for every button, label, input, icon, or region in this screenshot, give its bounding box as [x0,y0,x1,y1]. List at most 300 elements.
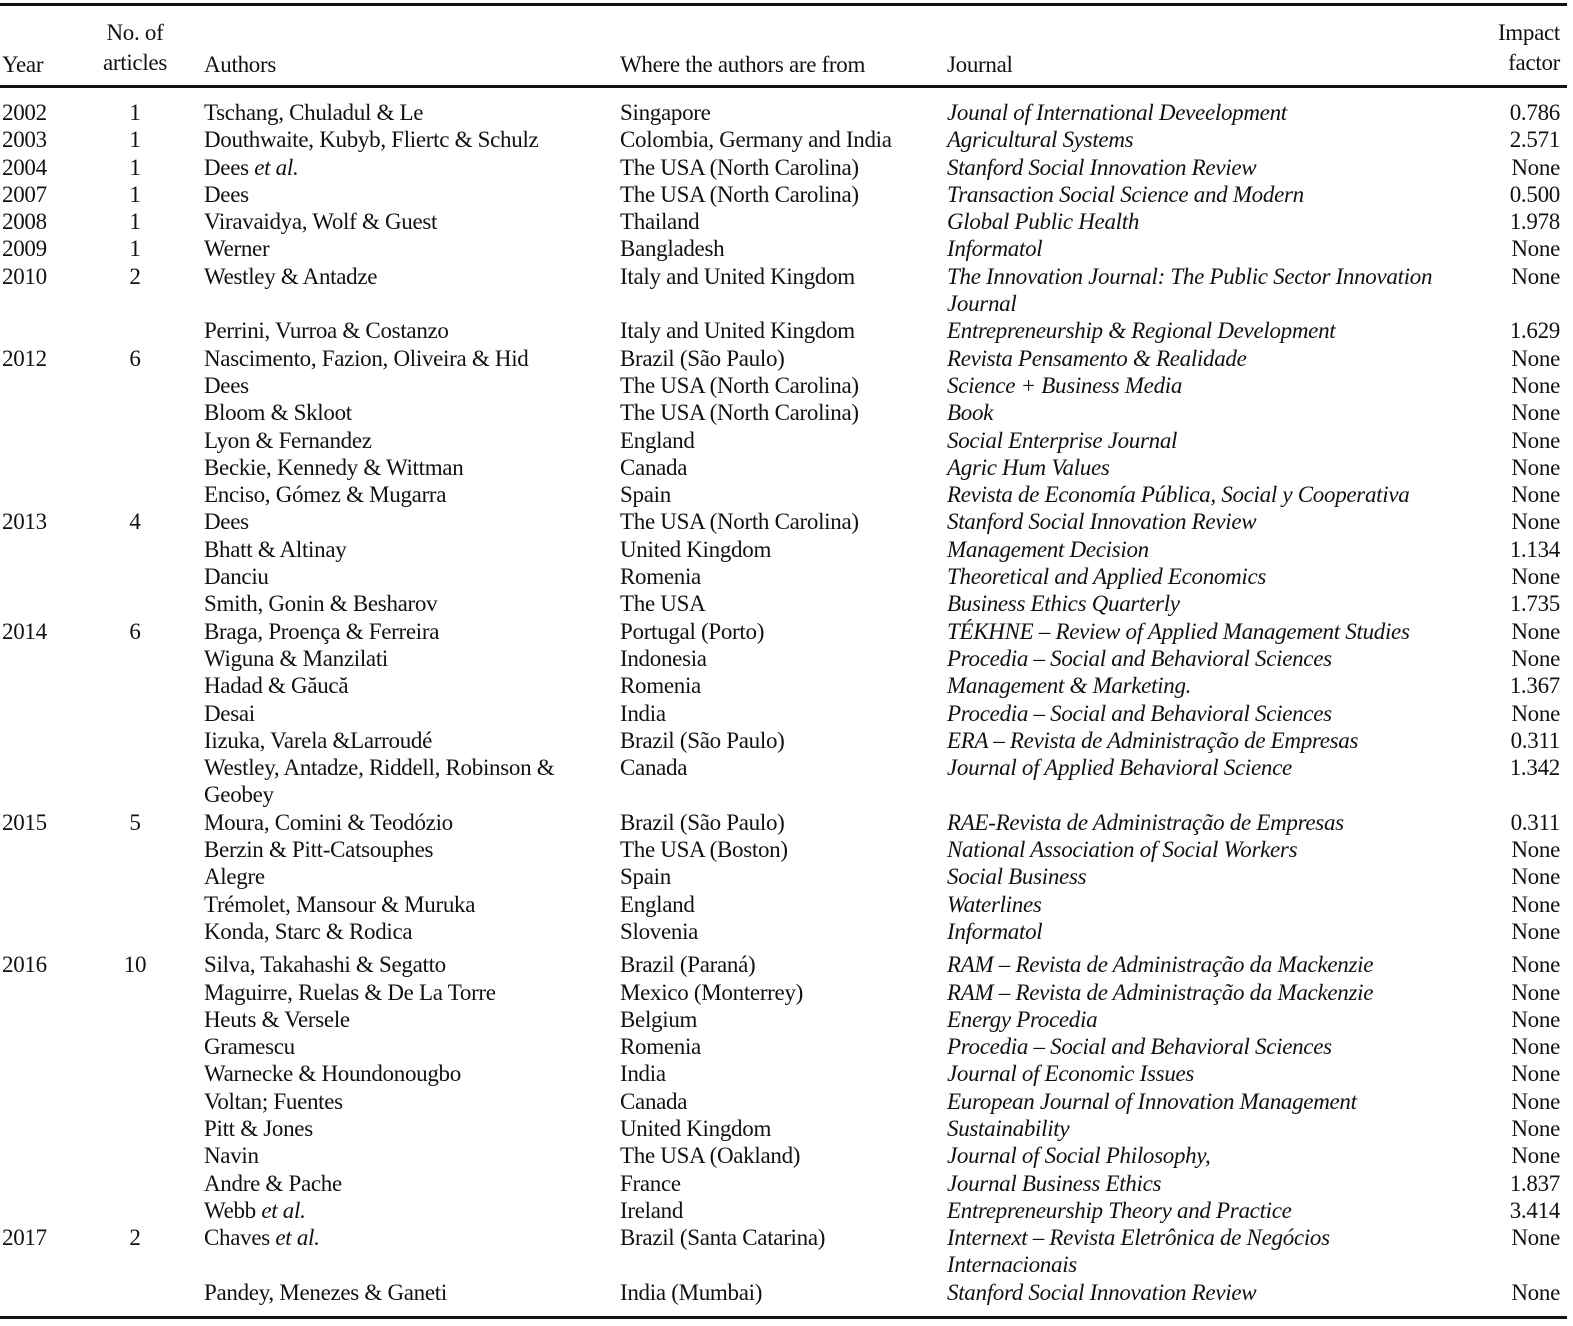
cell-year: 2016 [2,952,47,978]
header-impact [1482,16,1560,87]
authors-text: Andre & Pache [204,1170,342,1196]
table-row [0,945,1560,978]
cell-year [0,645,90,672]
cell-impact: None [1511,1088,1560,1114]
cell-from: England [620,891,695,917]
cell-year: 2010 [2,263,47,289]
cell-journal: Jounal of International Deveelopment [947,100,1287,125]
cell-authors [180,317,620,344]
table-row [0,1279,1560,1306]
authors-text: Bhatt & Altinay [204,536,347,562]
cell-from: United Kingdom [620,536,772,562]
authors-text: Viravaidya, Wolf & Guest [204,209,438,235]
cell-authors [180,1279,620,1306]
cell-year [0,563,90,590]
authors-text: Webb [204,1197,256,1223]
cell-authors [180,945,620,978]
cell-authors [180,563,620,590]
cell-authors [180,208,620,235]
cell-authors [180,508,620,535]
authors-text: Westley & Antadze [204,263,378,289]
cell-authors [180,918,620,945]
cell-authors [180,1115,620,1142]
cell-articles [90,481,180,508]
cell-from: The USA (North Carolina) [620,509,859,535]
cell-journal: Procedia – Social and Behavioral Sciences [947,645,1332,671]
cell-year: 2015 [2,809,47,835]
cell-from: The USA [620,591,706,617]
cell-from: Canada [620,1088,688,1114]
cell-journal: Informatol [947,918,1043,944]
cell-journal: Transaction Social Science and Modern [947,181,1304,207]
cell-authors [180,1142,620,1169]
cell-articles [90,536,180,563]
table-row [0,836,1560,863]
cell-articles [90,1033,180,1060]
cell-impact: None [1511,482,1560,508]
cell-year [0,1060,90,1087]
table-row [0,154,1560,181]
cell-articles [90,645,180,672]
cell-journal: Stanford Social Innovation Review [947,154,1257,180]
cell-journal: Management Decision [947,536,1149,562]
table-row [0,1115,1560,1142]
cell-journal: Journal of Applied Behavioral Science [947,755,1292,781]
cell-journal: Science + Business Media [947,372,1183,398]
cell-articles: 1 [129,209,141,235]
cell-from: Belgium [620,1006,698,1032]
authors-text: Danciu [204,564,269,590]
cell-impact: None [1511,952,1560,978]
cell-articles [90,1197,180,1224]
authors-text: Wiguna & Manzilati [204,645,389,671]
cell-articles: 1 [129,100,141,125]
cell-articles [90,590,180,617]
cell-impact: None [1511,618,1560,644]
cell-impact: 1.629 [1509,318,1560,344]
cell-year [0,863,90,890]
cell-authors [180,891,620,918]
table-row [0,645,1560,672]
header-authors: Authors [204,51,277,77]
cell-year [0,590,90,617]
cell-impact: None [1511,700,1560,726]
cell-impact: None [1511,1279,1560,1305]
cell-from: Indonesia [620,645,707,671]
authors-text: Douthwaite, Kubyb, Fliertc & Schulz [204,127,539,153]
cell-year: 2009 [2,236,47,262]
cell-impact: None [1511,864,1560,890]
cell-impact: None [1511,509,1560,535]
header-articles-line2: articles [102,50,167,75]
cell-impact: None [1511,918,1560,944]
cell-from: Portugal (Porto) [620,618,765,644]
table-row [0,208,1560,235]
cell-journal: Revista Pensamento & Realidade [947,345,1247,371]
cell-from: Brazil (São Paulo) [620,345,785,371]
table-row [0,563,1560,590]
cell-year [0,1279,90,1306]
cell-articles [90,754,180,809]
cell-journal: Agric Hum Values [947,454,1110,480]
cell-articles: 1 [129,154,141,180]
table-row [0,727,1560,754]
cell-journal: Agricultural Systems [947,127,1134,153]
authors-text: Gramescu [204,1034,295,1060]
cell-articles: 6 [129,345,141,371]
cell-articles [90,1279,180,1306]
cell-articles [90,1060,180,1087]
cell-impact: None [1511,454,1560,480]
cell-year [0,372,90,399]
cell-from: Romenia [620,564,701,590]
cell-articles: 4 [129,509,141,535]
cell-impact: None [1511,1225,1560,1251]
cell-from: Italy and United Kingdom [620,263,855,289]
authors-text: Braga, Proença & Ferreira [204,618,440,644]
cell-year [0,754,90,809]
cell-from: Brazil (São Paulo) [620,809,785,835]
authors-text: Warnecke & Houndonougbo [204,1061,461,1087]
cell-authors [180,1224,620,1279]
cell-articles: 5 [129,809,141,835]
cell-authors [180,590,620,617]
cell-impact: None [1511,236,1560,262]
cell-year [0,1115,90,1142]
table-row [0,317,1560,344]
cell-year [0,1170,90,1197]
authors-text: Hadad & Găucă [204,673,349,699]
table-row [0,809,1560,836]
table-row [0,1060,1560,1087]
table-row [0,481,1560,508]
cell-impact: None [1511,645,1560,671]
cell-from: Brazil (São Paulo) [620,727,785,753]
cell-journal: Internext – Revista Eletrônica de Negócios Internacionais [947,1225,1330,1278]
cell-articles: 10 [123,952,147,978]
cell-impact: 1.134 [1509,536,1560,562]
cell-year [0,481,90,508]
cell-journal: Stanford Social Innovation Review [947,1279,1257,1305]
table-row [0,1170,1560,1197]
cell-authors [180,372,620,399]
cell-journal: Energy Procedia [947,1006,1098,1032]
cell-impact: None [1511,1061,1560,1087]
header-impact-line2: factor [1508,50,1560,75]
table-row [0,1033,1560,1060]
cell-articles [90,918,180,945]
cell-articles: 1 [129,181,141,207]
cell-from: Brazil (Paraná) [620,952,756,978]
authors-text: Alegre [204,864,265,890]
cell-journal: Social Business [947,864,1087,890]
header-year: Year [2,51,44,77]
cell-articles: 1 [129,236,141,262]
authors-text: Pandey, Menezes & Ganeti [204,1279,447,1305]
authors-text: Moura, Comini & Teodózio [204,809,453,835]
cell-impact: None [1511,427,1560,453]
cell-impact: None [1511,263,1560,289]
table-row [0,979,1560,1006]
cell-from: England [620,427,695,453]
cell-year: 2013 [2,509,47,535]
cell-journal: The Innovation Journal: The Public Sector Innovation Journal [947,263,1433,317]
authors-text: Desai [204,700,255,726]
cell-impact: None [1511,891,1560,917]
cell-authors [180,536,620,563]
authors-text: Heuts & Versele [204,1006,350,1032]
cell-impact: 0.311 [1510,727,1560,753]
table-row [0,863,1560,890]
cell-articles [90,317,180,344]
cell-year: 2017 [2,1225,47,1251]
cell-from: The USA (North Carolina) [620,400,859,426]
cell-from: Romenia [620,673,701,699]
table-row [0,345,1560,372]
cell-articles: 2 [129,1225,141,1251]
authors-text: Navin [204,1143,259,1169]
cell-journal: Journal of Social Philosophy, [947,1143,1211,1169]
cell-journal: TÉKHNE – Review of Applied Management Studies [947,618,1410,644]
authors-text: Pitt & Jones [204,1115,313,1141]
cell-impact: None [1511,837,1560,863]
table-row [0,754,1560,809]
cell-impact: None [1511,1115,1560,1141]
authors-text: Dees [204,509,249,535]
cell-year [0,727,90,754]
header-from: Where the authors are from [620,51,866,77]
cell-authors [180,235,620,262]
bottom-rule [0,1316,1567,1319]
cell-articles [90,863,180,890]
cell-articles [90,1170,180,1197]
cell-year: 2002 [2,100,47,125]
cell-authors [180,1197,620,1224]
authors-et-al: et al. [261,1197,306,1223]
cell-articles: 1 [129,127,141,153]
authors-text: Bloom & Skloot [204,400,352,426]
cell-from: The USA (Boston) [620,837,788,863]
cell-year [0,1197,90,1224]
cell-year [0,891,90,918]
cell-from: The USA (North Carolina) [620,372,859,398]
cell-authors [180,399,620,426]
cell-authors [180,809,620,836]
cell-journal: National Association of Social Workers [947,837,1298,863]
table-row [0,1224,1560,1279]
cell-from: The USA (North Carolina) [620,154,859,180]
cell-impact: 1.978 [1509,209,1560,235]
authors-text: Silva, Takahashi & Segatto [204,952,446,978]
cell-authors [180,1006,620,1033]
cell-journal: Procedia – Social and Behavioral Sciences [947,1034,1332,1060]
table-row [0,87,1560,126]
header-articles [90,16,180,87]
authors-text: Maguirre, Ruelas & De La Torre [204,979,496,1005]
cell-authors [180,836,620,863]
cell-authors [180,1170,620,1197]
cell-from: Italy and United Kingdom [620,318,855,344]
cell-year [0,317,90,344]
table-row [0,590,1560,617]
cell-journal: RAM – Revista de Administração da Mackenzie [947,952,1374,978]
header-articles-line1: No. of [106,20,164,45]
cell-from: Slovenia [620,918,699,944]
cell-authors [180,645,620,672]
cell-impact: 0.500 [1509,181,1560,207]
cell-articles [90,427,180,454]
cell-articles [90,700,180,727]
cell-year: 2014 [2,618,47,644]
cell-from: Ireland [620,1197,684,1223]
cell-journal: ERA – Revista de Administração de Empresas [947,727,1359,753]
cell-authors [180,154,620,181]
cell-impact: None [1511,979,1560,1005]
cell-journal: Journal of Economic Issues [947,1061,1195,1087]
cell-impact: 0.311 [1510,809,1560,835]
table-row [0,1006,1560,1033]
articles-table [0,16,1560,1306]
cell-articles [90,1142,180,1169]
cell-from: Romenia [620,1034,701,1060]
cell-journal: Revista de Economía Pública, Social y Cooperativa [947,482,1410,508]
cell-journal: Business Ethics Quarterly [947,591,1180,617]
authors-text: Chaves [204,1225,270,1251]
cell-authors [180,481,620,508]
authors-text: Enciso, Gómez & Mugarra [204,482,447,508]
authors-text: Beckie, Kennedy & Wittman [204,454,464,480]
authors-text: Nascimento, Fazion, Oliveira & Hid [204,345,529,371]
cell-year: 2007 [2,181,47,207]
table-row [0,454,1560,481]
cell-year [0,427,90,454]
cell-journal: Management & Marketing. [947,673,1192,699]
cell-articles [90,563,180,590]
cell-year: 2003 [2,127,47,153]
cell-authors [180,618,620,645]
cell-articles [90,672,180,699]
table-row [0,536,1560,563]
cell-year [0,1142,90,1169]
authors-text: Iizuka, Varela &Larroudé [204,727,433,753]
table-row [0,1088,1560,1115]
cell-from: Bangladesh [620,236,725,262]
cell-year: 2008 [2,209,47,235]
table-row [0,235,1560,262]
cell-articles: 6 [129,618,141,644]
cell-journal: Informatol [947,236,1043,262]
cell-year [0,1006,90,1033]
cell-journal: Journal Business Ethics [947,1170,1162,1196]
cell-year [0,1033,90,1060]
table-row [0,1197,1560,1224]
cell-year [0,979,90,1006]
header-impact-line1: Impact [1497,20,1560,45]
cell-articles [90,836,180,863]
cell-year [0,672,90,699]
table-row [0,918,1560,945]
cell-authors [180,427,620,454]
cell-from: India (Mumbai) [620,1279,763,1305]
authors-et-al: et al. [254,154,299,180]
cell-authors [180,727,620,754]
authors-et-al: et al. [275,1225,320,1251]
authors-text: Dees [204,181,249,207]
cell-impact: 0.786 [1509,100,1560,125]
cell-from: Singapore [620,100,711,125]
cell-journal: Theoretical and Applied Economics [947,564,1267,590]
cell-from: Spain [620,482,671,508]
table-row [0,399,1560,426]
cell-journal: Entrepreneurship Theory and Practice [947,1197,1292,1223]
authors-text: Tschang, Chuladul & Le [204,100,424,125]
cell-journal: Sustainability [947,1115,1070,1141]
cell-authors [180,700,620,727]
cell-from: Thailand [620,209,700,235]
authors-text: Dees [204,372,249,398]
cell-year [0,918,90,945]
cell-year: 2004 [2,154,47,180]
cell-from: Canada [620,755,688,781]
cell-from: India [620,700,666,726]
authors-text: Smith, Gonin & Besharov [204,591,438,617]
cell-authors [180,126,620,153]
cell-articles [90,727,180,754]
cell-articles [90,891,180,918]
cell-from: Mexico (Monterrey) [620,979,804,1005]
cell-journal: Stanford Social Innovation Review [947,509,1257,535]
table-row [0,427,1560,454]
cell-year [0,1088,90,1115]
cell-impact: None [1511,1143,1560,1169]
cell-year [0,836,90,863]
cell-impact: 1.342 [1509,755,1560,781]
cell-from: Canada [620,454,688,480]
cell-year [0,536,90,563]
table-row [0,126,1560,153]
cell-year: 2012 [2,345,47,371]
cell-impact: 2.571 [1509,127,1560,153]
cell-authors [180,863,620,890]
cell-authors [180,454,620,481]
header-row [0,16,1560,87]
table-row [0,672,1560,699]
cell-impact: None [1511,345,1560,371]
cell-from: Colombia, Germany and India [620,127,892,153]
cell-year [0,399,90,426]
cell-authors [180,345,620,372]
cell-impact: None [1511,564,1560,590]
cell-journal: Procedia – Social and Behavioral Sciences [947,700,1332,726]
authors-text: Voltan; Fuentes [204,1088,343,1114]
cell-journal: RAM – Revista de Administração da Mackenzie [947,979,1374,1005]
table-row [0,508,1560,535]
cell-impact: 1.735 [1509,591,1560,617]
cell-journal: Waterlines [947,891,1042,917]
cell-from: India [620,1061,666,1087]
cell-authors [180,672,620,699]
cell-journal: Book [947,400,994,426]
header-journal: Journal [947,51,1013,77]
cell-from: Brazil (Santa Catarina) [620,1225,826,1251]
cell-from: France [620,1170,681,1196]
cell-from: United Kingdom [620,1115,772,1141]
cell-journal: Entrepreneurship & Regional Development [947,318,1336,344]
cell-authors [180,979,620,1006]
cell-articles [90,454,180,481]
cell-journal: European Journal of Innovation Management [947,1088,1357,1114]
cell-from: Spain [620,864,671,890]
